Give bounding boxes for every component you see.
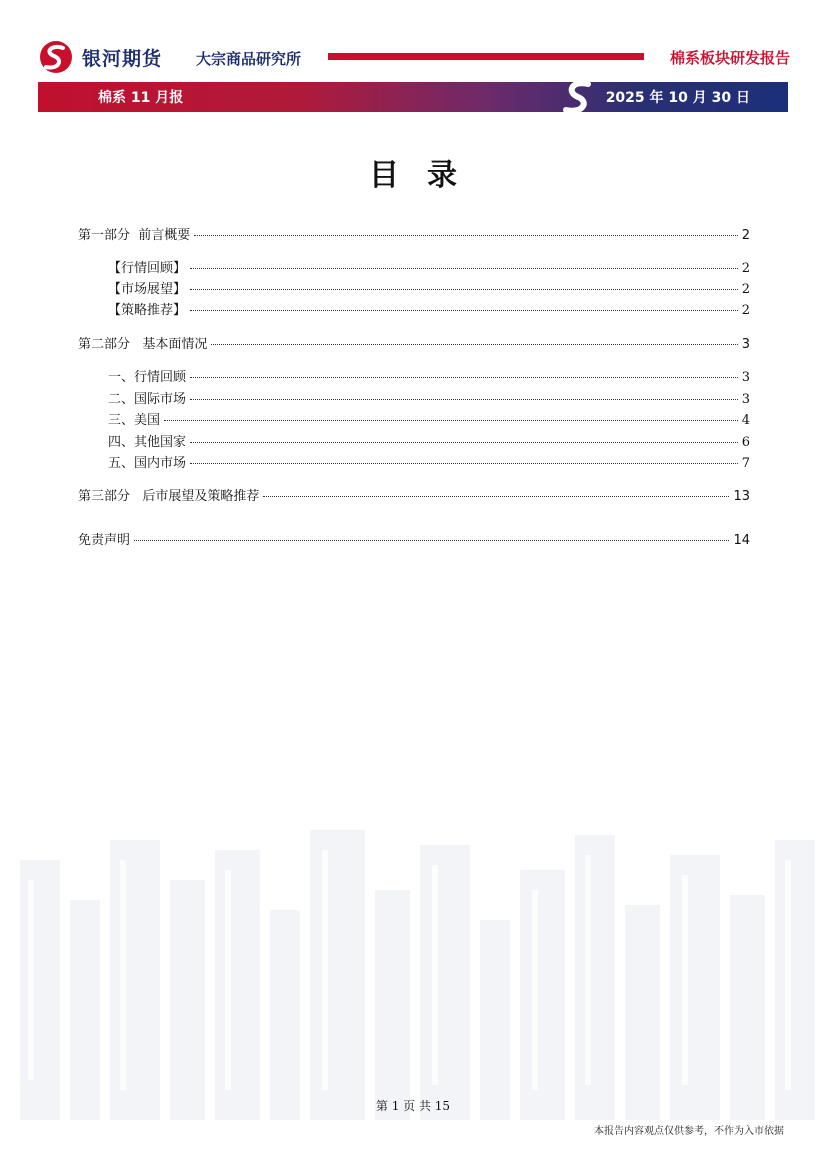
galaxy-logo-icon (38, 40, 74, 74)
toc-entry[interactable] (108, 278, 750, 298)
series-title: 棉系板块研发报告 (669, 49, 790, 67)
toc-leader (190, 463, 738, 464)
page-title: 目录 (369, 158, 485, 193)
toc-entry-page: 2 (741, 228, 750, 243)
toc-entry[interactable] (108, 388, 750, 408)
s-swoosh-icon (558, 78, 598, 116)
disclaimer-text: 本报告内容观点仅供参考，不作为入市依据 (594, 1126, 784, 1137)
toc-entry-page: 14 (733, 533, 750, 548)
report-name: 棉系 11 月报 (98, 90, 184, 106)
brand-name: 银河期货 (82, 48, 163, 70)
toc-entry-page: 3 (741, 370, 750, 385)
toc-entry[interactable] (108, 409, 750, 429)
toc-entry-label: 【策略推荐】 (108, 303, 187, 318)
toc-entry-label: 四、其他国家 (108, 435, 187, 450)
toc-entry[interactable] (108, 299, 750, 319)
toc-entry[interactable] (108, 431, 750, 451)
toc-entry[interactable] (78, 224, 750, 244)
toc-leader (263, 496, 729, 497)
toc-entry-label: 三、美国 (108, 413, 161, 428)
toc-entry-page: 3 (741, 392, 750, 407)
skyline-watermark (0, 820, 826, 1120)
toc-entry-label: 第一部分 前言概要 (78, 228, 191, 243)
toc-leader (190, 268, 738, 269)
toc-leader (211, 344, 737, 345)
report-date: 2025 年 10 月 30 日 (605, 90, 750, 106)
toc-entry-label: 第二部分 基本面情况 (78, 337, 208, 352)
toc-entry[interactable] (108, 257, 750, 277)
toc-entry-page: 2 (741, 303, 750, 318)
toc-leader (134, 540, 729, 541)
toc-entry-page: 6 (741, 435, 750, 450)
institute-name: 大宗商品研究所 (196, 50, 302, 68)
toc-entry-label: 第三部分 后市展望及策略推荐 (78, 489, 260, 504)
toc-leader (190, 289, 738, 290)
toc-entry[interactable] (108, 366, 750, 386)
toc-entry[interactable] (108, 452, 750, 472)
toc-entry-page: 13 (733, 489, 750, 504)
toc-leader (164, 420, 738, 421)
toc-entry-page: 2 (741, 282, 750, 297)
toc-entry-page: 7 (741, 456, 750, 471)
toc-leader (194, 235, 737, 236)
toc-entry-label: 【行情回顾】 (108, 261, 187, 276)
toc-entry-page: 2 (741, 261, 750, 276)
toc-entry-page: 4 (741, 413, 750, 428)
toc-entry-label: 免责声明 (78, 533, 131, 548)
toc-entry[interactable] (78, 333, 750, 353)
toc-entry-label: 五、国内市场 (108, 456, 187, 471)
toc-leader (190, 442, 738, 443)
page-number: 第 1 页 共 15 (375, 1099, 451, 1113)
toc-leader (190, 399, 738, 400)
header-divider (328, 53, 644, 60)
report-banner (38, 82, 788, 112)
toc-leader (190, 377, 738, 378)
toc-leader (190, 310, 738, 311)
toc-entry-label: 【市场展望】 (108, 282, 187, 297)
toc-entry-label: 一、行情回顾 (108, 370, 187, 385)
toc-entry-page: 3 (741, 337, 750, 352)
toc-entry[interactable] (78, 485, 750, 505)
toc-entry[interactable] (78, 529, 750, 549)
toc-entry-label: 二、国际市场 (108, 392, 187, 407)
